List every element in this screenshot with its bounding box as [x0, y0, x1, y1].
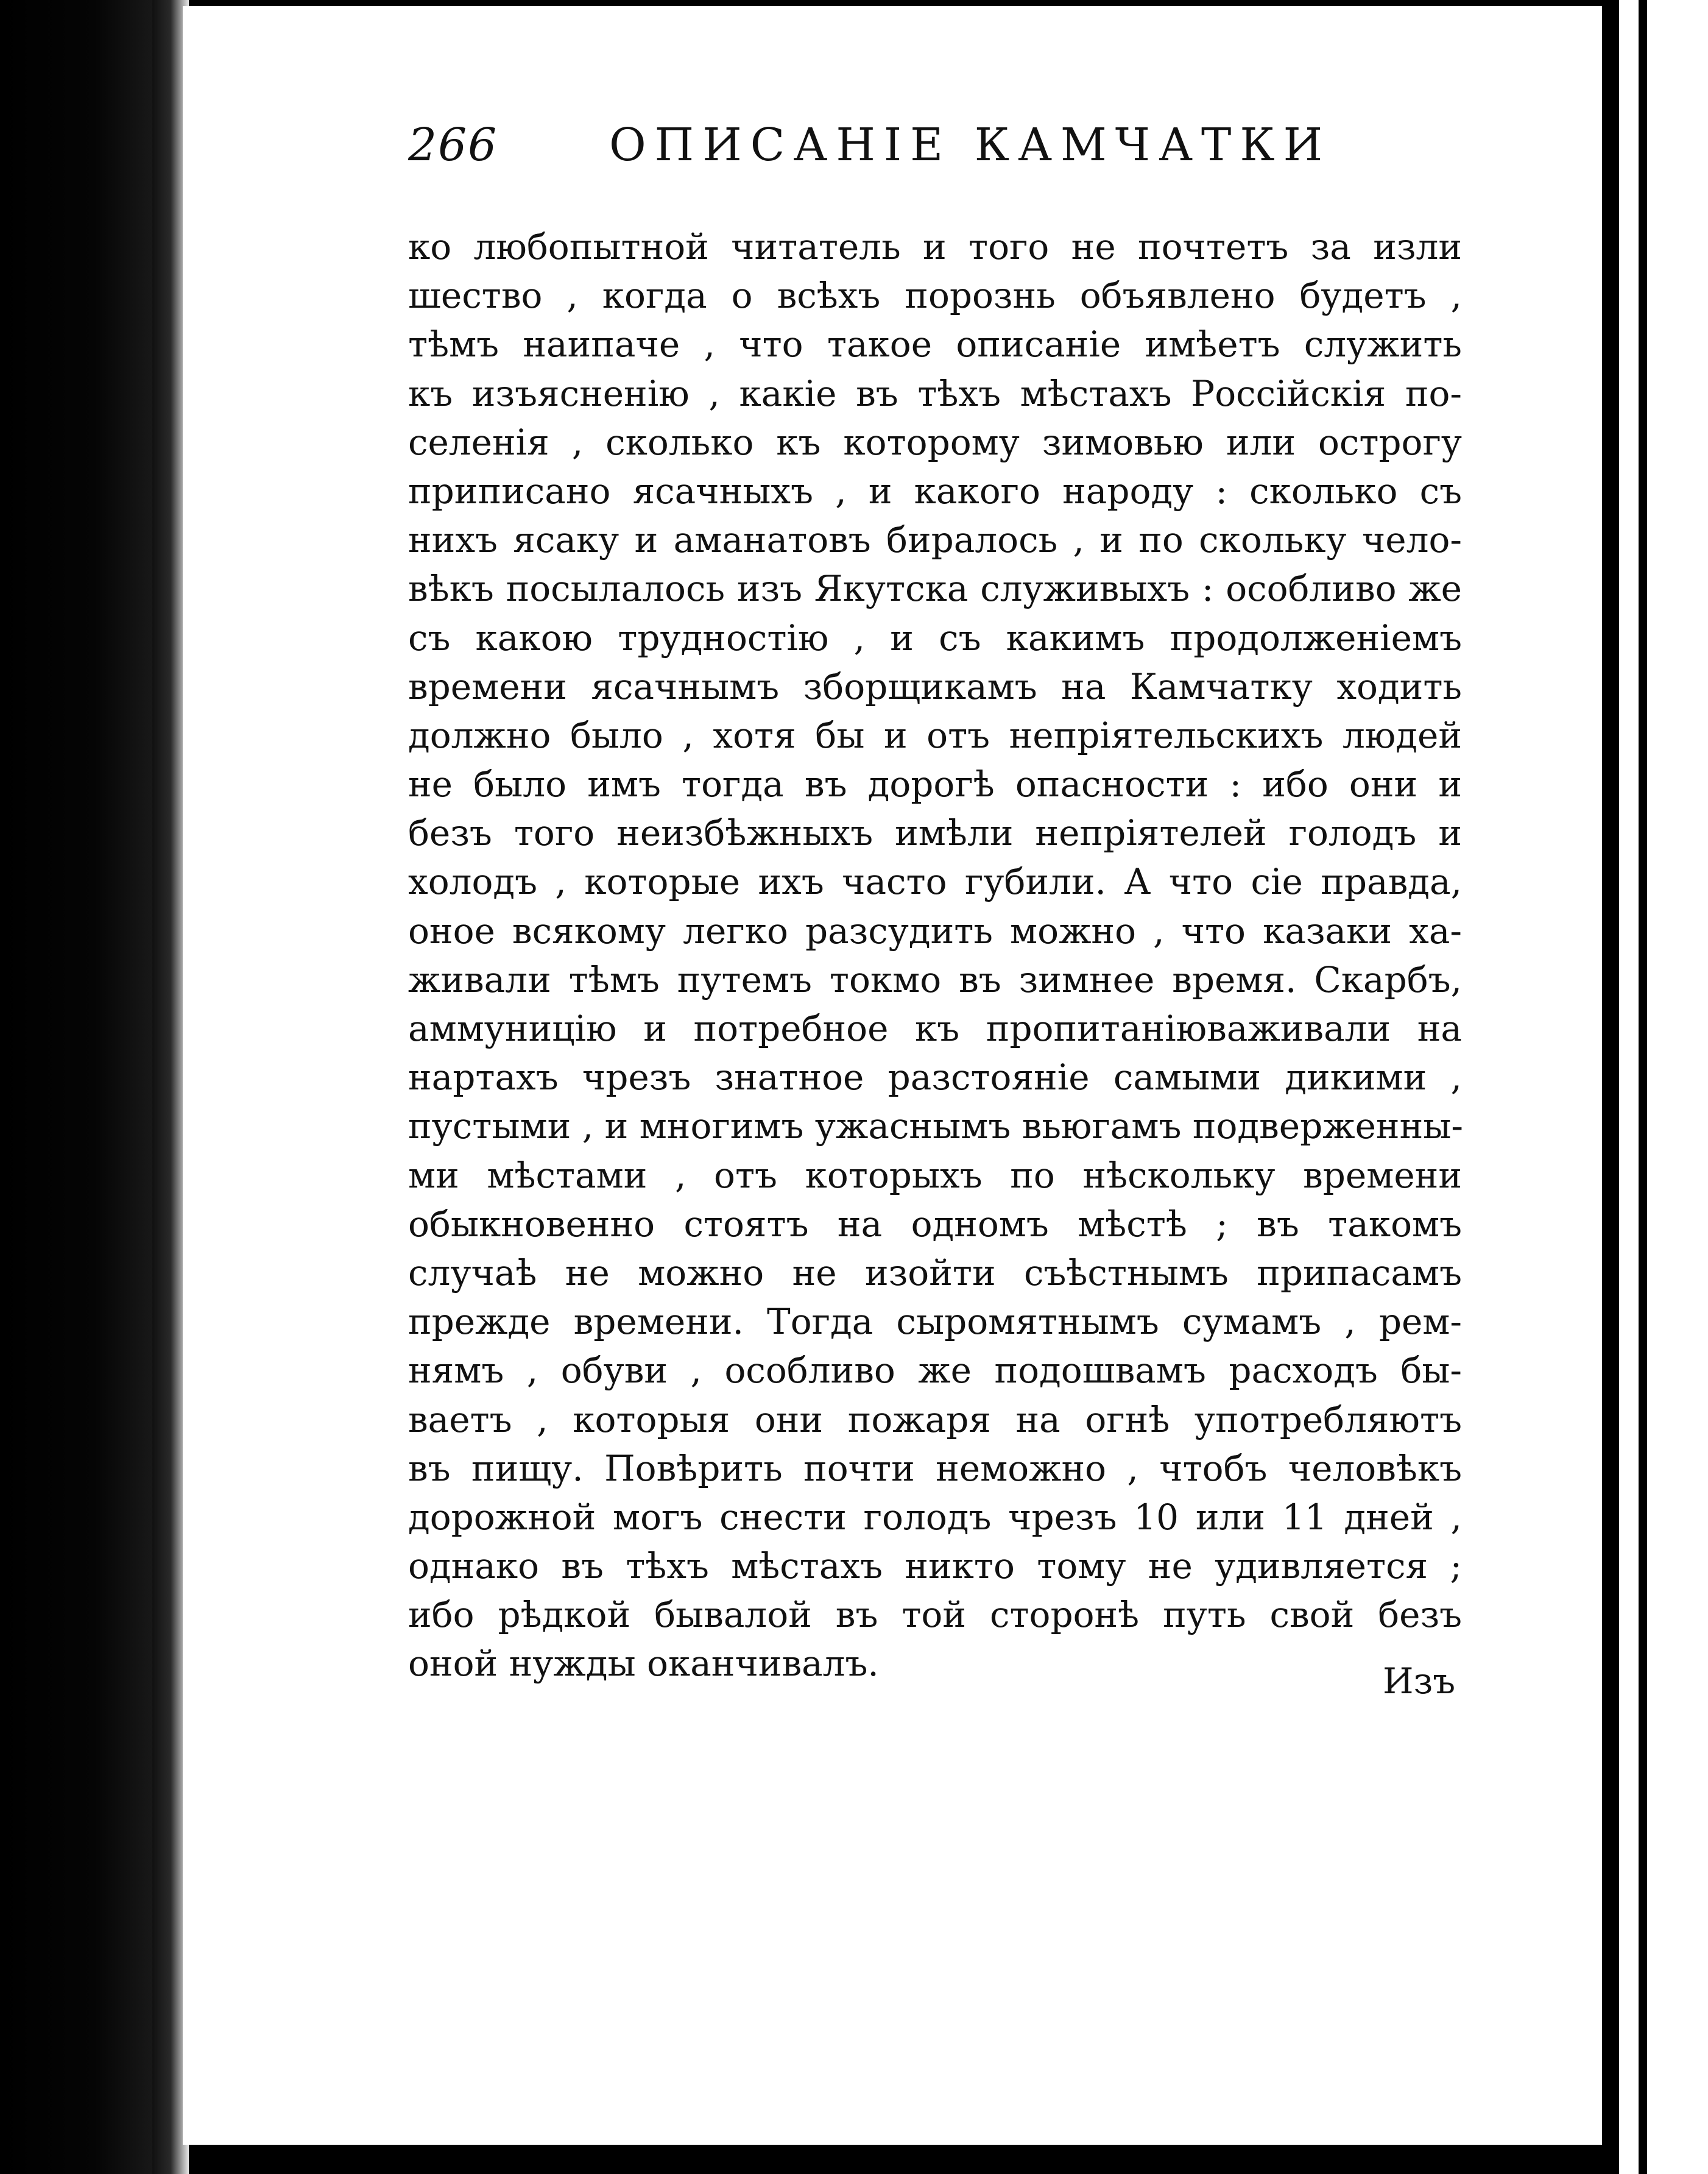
- text-line: ко любопытной читатель и того не почтетъ за изли: [408, 226, 1462, 267]
- text-line: шество , когда о всѣхъ порознь объявлено будетъ ,: [408, 275, 1462, 317]
- text-line: приписано ясачныхъ , и какого народу : сколько съ: [408, 470, 1462, 512]
- text-line: пустыми , и многимъ ужаснымъ вьюгамъ подверженны-: [408, 1105, 1463, 1147]
- text-line: нямъ , обуви , особливо же подошвамъ расходъ бы-: [408, 1350, 1462, 1392]
- page-number: 266: [408, 119, 498, 171]
- text-line: вѣкъ посылалось изъ Якутска служивыхъ : особливо же: [408, 568, 1462, 610]
- text-line: нартахъ чрезъ знатное разстояніе самыми дикими ,: [408, 1057, 1462, 1099]
- text-line: прежде времени. Тогда сыромятнымъ сумамъ , рем-: [408, 1301, 1462, 1343]
- next-page-edge-line: [1639, 0, 1647, 2174]
- catchword: Изъ: [1383, 1660, 1456, 1702]
- text-line: ми мѣстами , отъ которыхъ по нѣскольку времени: [408, 1154, 1462, 1196]
- text-line: нихъ ясаку и аманатовъ биралось , и по скольку чело-: [408, 519, 1462, 561]
- text-line: съ какою трудностію , и съ какимъ продолженіемъ: [408, 617, 1462, 659]
- scan-left-shadow: [0, 0, 158, 2174]
- text-line: въ пищу. Повѣрить почти неможно , чтобъ человѣкъ: [408, 1447, 1462, 1489]
- next-page-strip: [1619, 0, 1708, 2174]
- text-line: аммуницію и потребное къ пропитаніюваживали на: [408, 1008, 1462, 1049]
- text-line: обыкновенно стоятъ на одномъ мѣстѣ ; въ такомъ: [408, 1203, 1462, 1245]
- text-line: времени ясачнымъ зборщикамъ на Камчатку ходить: [408, 665, 1462, 707]
- text-line: тѣмъ наипаче , что такое описаніе имѣетъ служить: [408, 324, 1462, 366]
- text-line: должно было , хотя бы и отъ непріятельскихъ людей: [408, 714, 1462, 756]
- text-line: дорожной могъ снести голодъ чрезъ 10 или 11 дней ,: [408, 1496, 1462, 1538]
- text-line: ваетъ , которыя они пожаря на огнѣ употребляютъ: [408, 1398, 1462, 1440]
- text-line: случаѣ не можно не изойти съѣстнымъ припасамъ: [408, 1252, 1462, 1294]
- body-text: [408, 222, 1462, 1688]
- text-line: не было имъ тогда въ дорогѣ опасности : ибо они и: [408, 763, 1462, 806]
- text-line: живали тѣмъ путемъ токмо въ зимнее время. Скарбъ,: [408, 958, 1462, 1000]
- text-line: селенія , сколько къ которому зимовью или острогу: [408, 421, 1462, 463]
- text-line: холодъ , которые ихъ часто губили. А что сіе правда,: [408, 861, 1462, 903]
- text-line: къ изъясненію , какіе въ тѣхъ мѣстахъ Россійскія по-: [408, 372, 1462, 414]
- text-line: однако въ тѣхъ мѣстахъ никто тому не удивляется ;: [408, 1545, 1462, 1587]
- running-head: ОПИСАНІЕ КАМЧАТКИ: [609, 119, 1332, 171]
- text-line: оной нужды оканчивалъ.: [408, 1643, 879, 1685]
- text-line: ибо рѣдкой бывалой въ той сторонѣ путь свой безъ: [408, 1594, 1462, 1636]
- page-header: [408, 119, 1480, 192]
- text-line: оное всякому легко разсудить можно , что казаки ха-: [408, 910, 1462, 952]
- text-line: безъ того неизбѣжныхъ имѣли непріятелей голодъ и: [408, 812, 1462, 854]
- right-scan-border: [1602, 0, 1619, 2174]
